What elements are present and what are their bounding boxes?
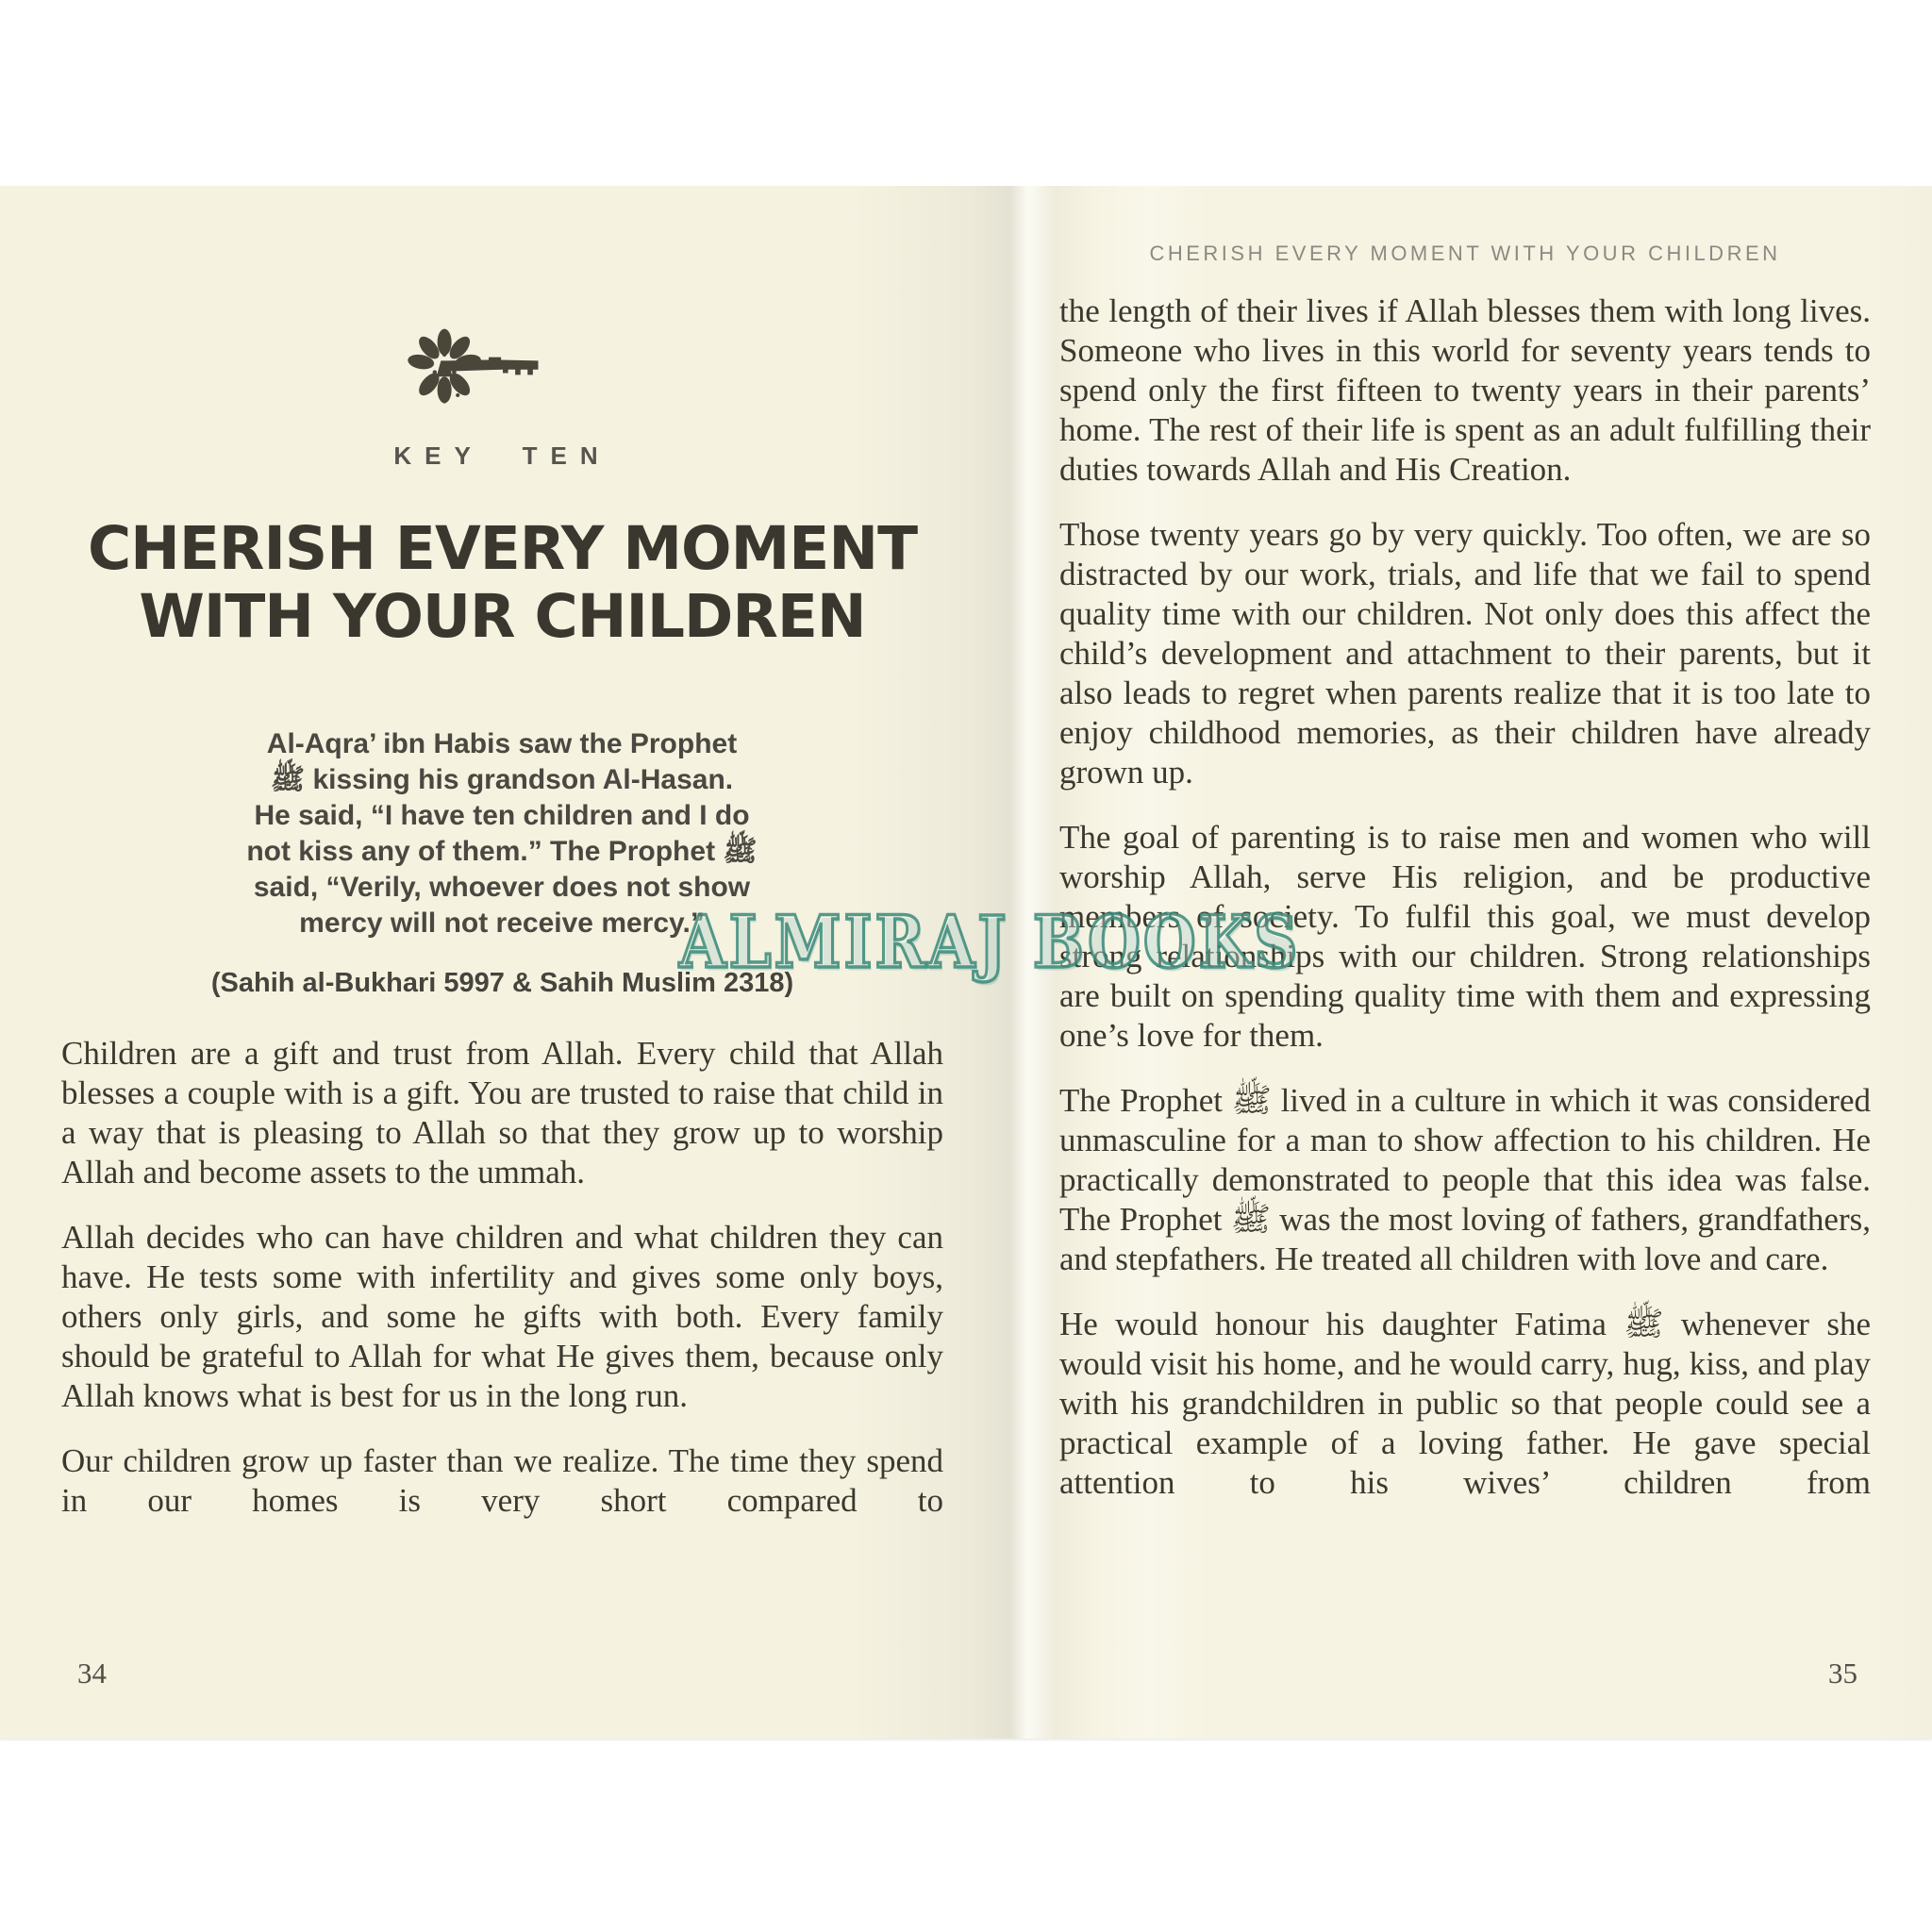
quote-line: ﷺ kissing his grandson Al-Hasan. — [270, 764, 734, 795]
chapter-title-line2: WITH YOUR CHILDREN — [139, 582, 866, 651]
body-paragraph: the length of their lives if Allah blesses them with long lives. Someone who lives in this world for seventy years tends to spend only the first fifteen to twenty years in their parents’ home. The rest of their life is spent as an adult fulfilling their duties towards Allah and His Creation. — [1059, 292, 1871, 488]
bookstore-watermark: ALMIRAJ BOOKS — [679, 901, 1301, 985]
body-paragraph: Allah decides who can have children and what children they can have. He tests some with infertility and gives some only boys, others only girls, and some he gifts with both. Every family should be grateful to Allah for what He gives them, because only Allah knows what is best for us in the long run. — [61, 1219, 943, 1414]
page-number-34: 34 — [77, 1657, 107, 1690]
running-header: CHERISH EVERY MOMENT WITH YOUR CHILDREN — [1149, 242, 1781, 265]
quote-line: Al-Aqra’ ibn Habis saw the Prophet — [266, 728, 738, 759]
body-paragraph: Our children grow up faster than we realize. The time they spend in our homes is very short compared to — [61, 1442, 943, 1519]
quote-line: mercy will not receive mercy.” — [299, 908, 705, 939]
page-number-35: 35 — [1828, 1657, 1857, 1690]
key-leaf-icon — [404, 323, 545, 409]
quote-line: said, “Verily, whoever does not show — [253, 872, 751, 903]
left-page-body — [61, 1034, 943, 1546]
quote-line: not kiss any of them.” The Prophet ﷺ — [246, 836, 758, 867]
body-paragraph: He would honour his daughter Fatima ﷺ whenever she would visit his home, and he would carry, hug, kiss, and play with his grandchildren in public so that people could see a practical example of a loving father. He gave special attention to his wives’ children from — [1059, 1306, 1871, 1501]
body-paragraph: The Prophet ﷺ lived in a culture in which it was considered unmasculine for a man to show affection to his children. He practically demonstrated to people that this idea was false. The Prophet ﷺ was the most loving of fathers, grandfathers, and stepfathers. He treated all children with love and care. — [1059, 1082, 1871, 1277]
hadith-citation: (Sahih al-Bukhari 5997 & Sahih Muslim 2318) — [210, 968, 794, 998]
chapter-title-line1: CHERISH EVERY MOMENT — [87, 514, 918, 583]
body-paragraph: Children are a gift and trust from Allah. Every child that Allah blesses a couple with is a gift. You are trusted to raise that child in a way that is pleasing to Allah so that they grow up to worship Allah and become assets to the ummah. — [61, 1035, 943, 1191]
body-paragraph: Those twenty years go by very quickly. Too often, we are so distracted by our work, trials, and life that we fail to spend quality time with our children. Not only does this affect the child’s development and attachment to their parents, but it also leads to regret when parents realize that it is too late to enjoy childhood memories, as their children have already grown up. — [1059, 516, 1871, 791]
quote-line: He said, “I have ten children and I do — [254, 800, 750, 831]
body-paragraph: The goal of parenting is to raise men and women who will worship Allah, serve His religion, and be productive members of society. To fulfil this goal, we must develop strong relationships with our children. Strong relationships are built on spending quality time with them and expressing one’s love for them. — [1059, 819, 1871, 1054]
chapter-kicker: KEY TEN — [393, 441, 611, 470]
chapter-title — [33, 515, 972, 651]
